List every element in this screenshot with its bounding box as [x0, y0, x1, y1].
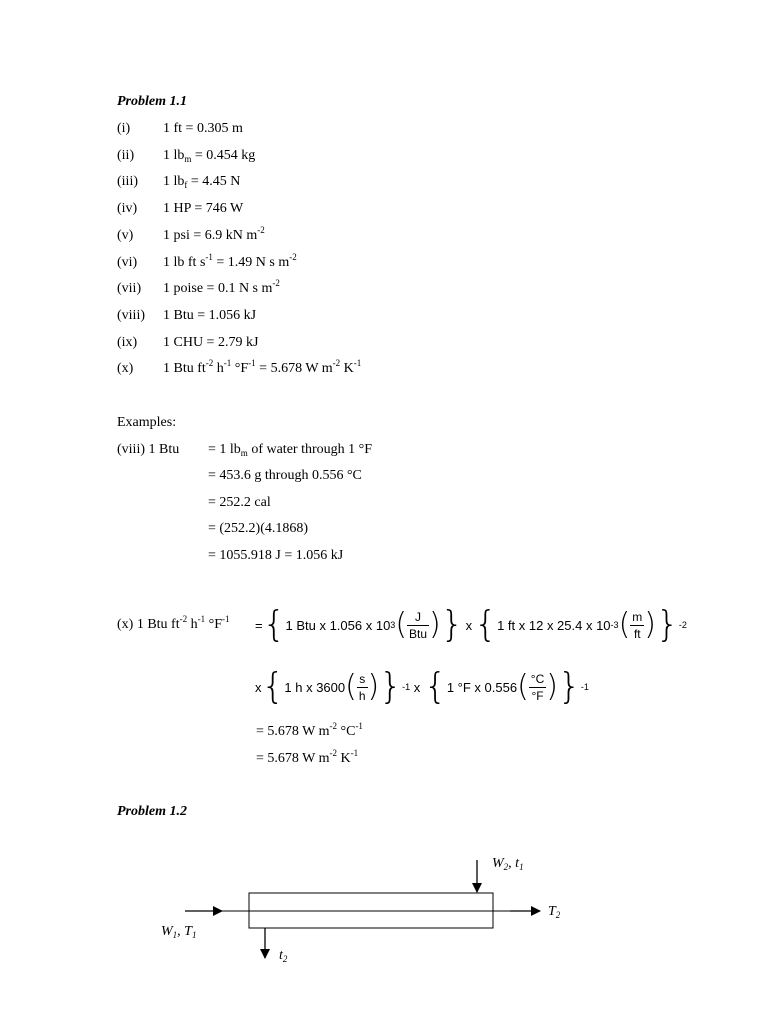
conversion-text: 1 HP = 746 W — [163, 201, 244, 216]
example-viii-line-5: = 1055.918 J = 1.056 kJ — [208, 548, 344, 563]
item-number: (viii) — [117, 308, 145, 323]
example-viii-line-1: = 1 $lb_m$ of water through 1 °F — [208, 442, 373, 458]
example-x-result-2: = 5.678 W $m^{-2}$ $K^{-1}$ — [256, 748, 359, 766]
label-w2-t1: $W_2$, $t_1$ — [492, 856, 524, 872]
label-T2: $T_2$ — [548, 904, 561, 920]
conversion-text: 1 ft = 0.305 m — [163, 121, 243, 136]
heat-exchanger-diagram — [0, 840, 768, 970]
label-w1-T1: $W_1$, $T_1$ — [161, 924, 197, 940]
conversion-text: 1 Btu = 1.056 kJ — [163, 308, 257, 323]
item-number: (v) — [117, 228, 134, 243]
fraction-s-per-h: $\frac{s}{h}$ — [358, 671, 366, 703]
example-viii-label: (viii) 1 Btu — [117, 442, 180, 457]
item-number: (ii) — [117, 148, 135, 163]
fraction-m-per-ft: $\frac{m}{ft}$ — [632, 609, 643, 641]
conversion-text: 1 $lb_f = 4.45$ N — [163, 174, 241, 190]
item-number: (x) — [117, 361, 134, 376]
example-x-label: (x) 1 Btu $ft^{-2}$ $h^{-1}$ $^\circ F^{-1}$ — [117, 614, 230, 632]
example-viii-line-2: = 453.6 g through 0.556 °C — [208, 468, 362, 483]
item-number: (iv) — [117, 201, 138, 216]
conversion-text: 1 Btu $ft^{-2}$ $h^{-1}$ $^\circ F^{-1} = 5.678$ W $m^{-2}$ $K^{-1}$ — [163, 358, 362, 376]
examples-heading: Examples: — [117, 415, 177, 430]
item-number: (iii) — [117, 174, 138, 189]
item-number: (vi) — [117, 255, 138, 270]
item-number: (i) — [117, 121, 131, 136]
example-viii-line-4: = (252.2)(4.1868) — [208, 521, 309, 536]
label-t2: $t_2$ — [279, 948, 288, 964]
fraction-j-per-btu: $\frac{J}{\text{Btu}}$ — [409, 609, 428, 641]
item-number: (vii) — [117, 281, 142, 296]
example-x-result-1: = 5.678 W $m^{-2}$ $^\circ C^{-1}$ — [256, 721, 363, 739]
example-viii-line-3: = 252.2 cal — [208, 495, 271, 510]
problem-1-2-title: Problem 1.2 — [117, 804, 187, 819]
example-x-equation-line-2: x { 1 h x 3600 ( $\frac{s}{h}$ ) } -1 x { 1 °F x 0.556 ( $\frac{^\circ C}{^\circ F}$ ) } -1 — [255, 666, 589, 707]
fraction-c-per-f: $\frac{^\circ C}{^\circ F}$ — [530, 671, 545, 703]
conversion-text: 1 psi = 6.9 kN $m^{-2}$ — [163, 225, 265, 243]
example-x-equation-line-1: = { 1 Btu x 1.056 x 10 3 ( $\frac{J}{\text{Btu}}$ ) } x { 1 ft x 12 x 25.4 x 10 -3 ( $\frac{m}{ft}$ ) } -2 — [255, 604, 687, 645]
conversion-text: 1 $lb_m = 0.454$ kg — [163, 148, 256, 164]
problem-1-1-title: Problem 1.1 — [117, 94, 187, 109]
conversion-text: 1 CHU = 2.79 kJ — [163, 335, 259, 350]
item-number: (ix) — [117, 335, 138, 350]
conversion-text: 1 poise = 0.1 N s $m^{-2}$ — [163, 278, 280, 296]
conversion-text: 1 lb ft $s^{-1} = 1.49$ N s $m^{-2}$ — [163, 252, 297, 270]
